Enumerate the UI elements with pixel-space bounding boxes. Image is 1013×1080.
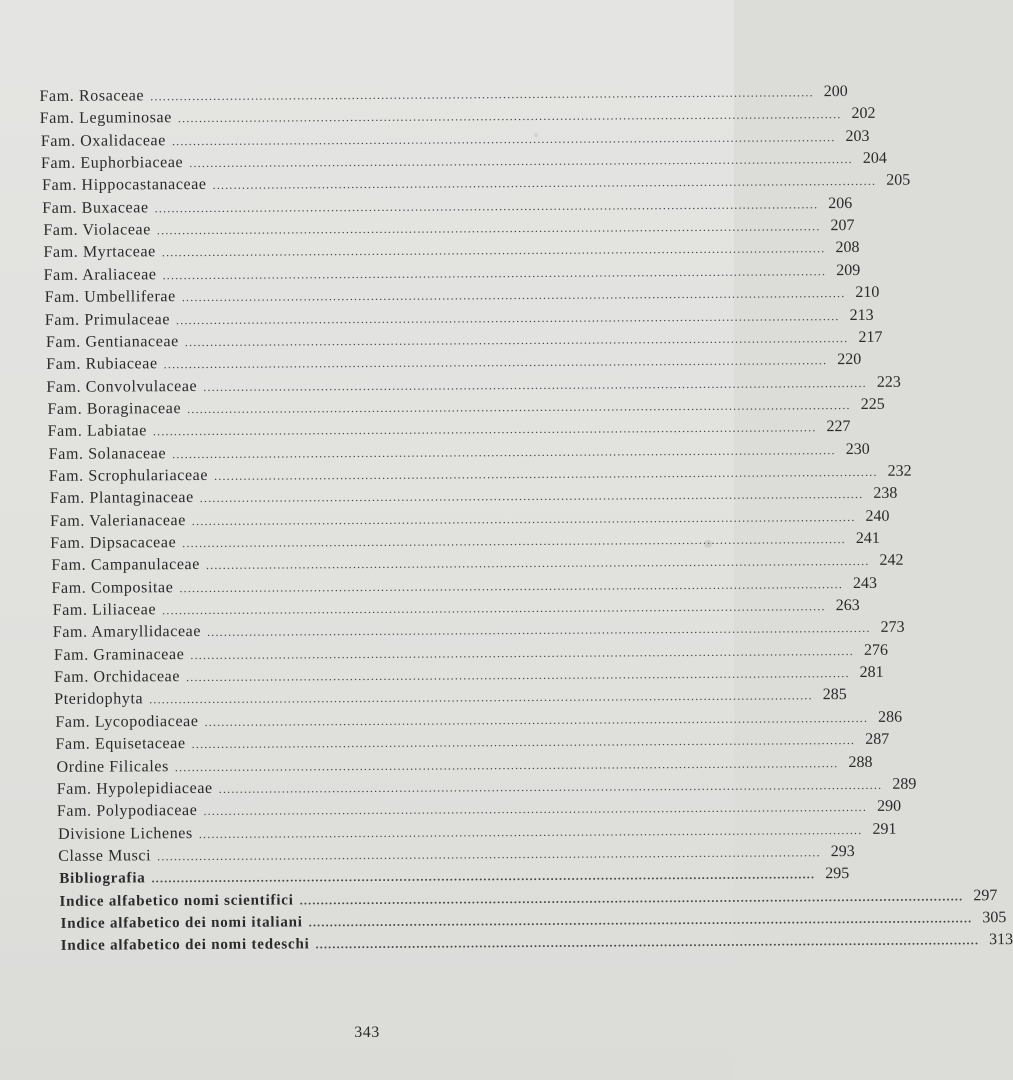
- toc-entry-page: 240: [865, 507, 890, 525]
- toc-entry-label: Fam. Solanaceae: [48, 444, 167, 463]
- toc-entry-page: 297: [973, 886, 998, 904]
- dot-leader: ..............................................................................................................................................................: [212, 174, 877, 193]
- dot-leader: ..............................................................................................................................................................: [218, 777, 883, 796]
- toc-entry-label: Fam. Polypodiaceae: [56, 802, 198, 821]
- toc-entry-label: Fam. Scrophulariaceae: [48, 466, 209, 485]
- toc-entry-label: Fam. Rubiaceae: [46, 355, 158, 374]
- toc-entry-page: 295: [825, 865, 850, 883]
- toc-entry-leguminosae: [39, 105, 876, 133]
- toc-entry-page: 243: [852, 574, 878, 592]
- toc-entry-label: Bibliografia: [59, 870, 146, 888]
- toc-entry-euphorbiaceae: [40, 149, 887, 177]
- toc-entry-plantaginaceae: [49, 485, 898, 512]
- dot-leader: ..............................................................................................................................................................: [150, 85, 814, 104]
- toc-entry-label: Fam. Primulaceae: [44, 310, 171, 329]
- toc-entry-indice-tedeschi: [60, 931, 1013, 959]
- toc-entry-label: Fam. Rosaceae: [39, 87, 145, 105]
- toc-entry-page: 281: [859, 663, 884, 682]
- dot-leader: ..............................................................................................................................................................: [199, 487, 864, 506]
- toc-entry-page: 289: [892, 775, 917, 793]
- toc-entry-label: Fam. Oxalidaceae: [40, 131, 166, 150]
- toc-entry-indice-scientifici: [59, 886, 998, 915]
- toc-entry-bibliografia: [59, 865, 850, 892]
- dot-leader: ..............................................................................................................................................................: [191, 733, 856, 752]
- toc-entry-boraginaceae: [47, 395, 885, 423]
- dot-leader: ..............................................................................................................................................................: [174, 755, 839, 774]
- toc-entry-scrophulariaceae: [48, 462, 912, 490]
- toc-entry-campanulaceae: [51, 552, 904, 580]
- dot-leader: ..............................................................................................................................................................: [203, 375, 867, 394]
- dot-leader: ..............................................................................................................................................................: [172, 442, 836, 461]
- toc-entry-label: Fam. Plantaginaceae: [49, 489, 194, 508]
- toc-entry-rubiaceae: [46, 351, 862, 378]
- toc-entry-label: Fam. Graminaceae: [53, 645, 185, 664]
- toc-entry-label: Fam. Liliaceae: [52, 601, 157, 619]
- dot-leader: ..............................................................................................................................................................: [308, 911, 973, 930]
- dot-leader: ..............................................................................................................................................................: [191, 509, 856, 528]
- dot-leader: ..............................................................................................................................................................: [204, 710, 869, 729]
- toc-entry-page: 200: [823, 83, 848, 101]
- dot-leader: ..............................................................................................................................................................: [182, 532, 846, 551]
- toc-entry-labiatae: [47, 418, 851, 445]
- toc-entry-convolvulaceae: [46, 373, 901, 401]
- dot-leader: ..............................................................................................................................................................: [299, 888, 964, 907]
- toc-entry-lichenes: [57, 820, 897, 848]
- toc-entry-filicales: [56, 753, 873, 781]
- toc-entry-page: 273: [880, 619, 905, 637]
- toc-entry-page: 305: [982, 908, 1007, 927]
- toc-entry-polypodiaceae: [56, 797, 902, 825]
- toc-entry-label: Fam. Boraginaceae: [47, 399, 182, 418]
- dot-leader: ..............................................................................................................................................................: [156, 219, 821, 238]
- toc-entry-label: Fam. Lycopodiaceae: [55, 712, 199, 731]
- dot-leader: ..............................................................................................................................................................: [157, 845, 821, 864]
- paper-smudge: [704, 540, 712, 548]
- toc-entry-page: 276: [863, 641, 889, 659]
- dot-leader: ..............................................................................................................................................................: [151, 867, 816, 886]
- dot-leader: ..............................................................................................................................................................: [181, 286, 846, 305]
- page-number: 343: [354, 1024, 380, 1041]
- toc-entry-page: 225: [860, 395, 885, 413]
- toc-entry-label: Indice alfabetico dei nomi tedeschi: [60, 936, 310, 955]
- paper-smudge: [534, 133, 538, 137]
- toc-entry-page: 285: [822, 686, 847, 704]
- toc-entry-label: Fam. Valerianaceae: [50, 511, 186, 530]
- toc-entry-umbelliferae: [44, 283, 880, 311]
- dot-leader: ..............................................................................................................................................................: [152, 420, 817, 439]
- dot-leader: ..............................................................................................................................................................: [187, 397, 851, 416]
- toc-entry-label: Fam. Euphorbiaceae: [40, 154, 184, 172]
- toc-entry-musci: [58, 842, 855, 870]
- toc-entry-pteridophyta: [54, 686, 847, 714]
- toc-entry-label: Pteridophyta: [54, 690, 144, 709]
- toc-entry-dipsacaceae: [50, 529, 880, 557]
- toc-entry-label: Fam. Umbelliferae: [44, 288, 176, 307]
- toc-entry-orchidaceae: [54, 663, 884, 691]
- toc-entry-graminaceae: [53, 641, 889, 669]
- dot-leader: ..............................................................................................................................................................: [207, 621, 871, 640]
- toc-entry-buxaceae: [42, 194, 853, 222]
- dot-leader: ..............................................................................................................................................................: [205, 554, 870, 573]
- toc-entry-page: 203: [845, 127, 870, 145]
- toc-entry-page: 207: [830, 217, 855, 235]
- dot-leader: ..............................................................................................................................................................: [198, 822, 863, 841]
- toc-entry-page: 291: [872, 820, 897, 838]
- toc-entry-label: Fam. Equisetaceae: [55, 735, 186, 754]
- toc-entry-label: Fam. Hypolepidiaceae: [56, 779, 213, 798]
- toc-entry-page: 227: [826, 418, 851, 436]
- toc-entry-page: 293: [830, 842, 855, 861]
- dot-leader: ..............................................................................................................................................................: [179, 576, 844, 595]
- toc-entry-hippocastanaceae: [42, 172, 911, 200]
- dot-leader: ..............................................................................................................................................................: [162, 263, 827, 282]
- dot-leader: ..............................................................................................................................................................: [149, 688, 813, 707]
- toc-entry-label: Fam. Gentianaceae: [45, 332, 179, 351]
- toc-entry-page: 313: [989, 931, 1013, 949]
- toc-entry-page: 238: [873, 485, 898, 503]
- toc-entry-label: Fam. Leguminosae: [39, 109, 172, 128]
- dot-leader: ..............................................................................................................................................................: [214, 464, 878, 483]
- dot-leader: ..............................................................................................................................................................: [189, 152, 853, 171]
- toc-entry-amaryllidaceae: [52, 619, 905, 647]
- toc-entry-page: 241: [855, 529, 880, 547]
- dot-leader: ..............................................................................................................................................................: [186, 666, 850, 685]
- toc-entry-liliaceae: [52, 596, 860, 624]
- toc-entry-label: Fam. Compositae: [51, 578, 174, 597]
- toc-entry-label: Indice alfabetico dei nomi italiani: [60, 914, 303, 932]
- toc-entry-page: 206: [828, 194, 853, 212]
- toc-entry-primulaceae: [44, 306, 874, 334]
- toc-entry-page: 263: [835, 596, 860, 615]
- toc-entry-oxalidaceae: [40, 127, 870, 155]
- dot-leader: ..............................................................................................................................................................: [161, 241, 826, 260]
- toc-entry-page: 208: [835, 239, 860, 257]
- toc-entry-page: 220: [837, 351, 862, 369]
- toc-entry-label: Fam. Convolvulaceae: [46, 377, 198, 396]
- toc-entry-label: Fam. Labiatae: [47, 422, 147, 441]
- toc-entry-page: 205: [886, 172, 911, 190]
- toc-entry-page: 288: [848, 753, 873, 771]
- toc-entry-rosaceae: [39, 83, 848, 110]
- dot-leader: ..............................................................................................................................................................: [154, 196, 819, 215]
- toc-entry-myrtaceae: [43, 239, 860, 267]
- toc-entry-page: 213: [849, 306, 874, 324]
- toc-entry-equisetaceae: [55, 730, 890, 758]
- toc-entry-araliaceae: [43, 261, 861, 289]
- toc-entry-page: 230: [845, 440, 870, 458]
- toc-entry-page: 286: [878, 708, 903, 726]
- toc-entry-label: Fam. Orchidaceae: [54, 668, 181, 686]
- toc-entry-page: 202: [851, 105, 876, 123]
- toc-entry-label: Ordine Filicales: [56, 757, 169, 776]
- dot-leader: ..............................................................................................................................................................: [184, 330, 849, 349]
- dot-leader: ..............................................................................................................................................................: [162, 599, 826, 618]
- toc-entry-label: Fam. Buxaceae: [42, 199, 149, 217]
- toc-entry-page: 217: [858, 328, 883, 346]
- toc-entry-solanaceae: [48, 440, 870, 468]
- toc-entry-label: Fam. Araliaceae: [43, 266, 157, 284]
- toc-entry-violaceae: [43, 217, 855, 244]
- toc-entry-page: 232: [887, 462, 912, 480]
- toc-entry-page: 242: [879, 552, 904, 570]
- toc-entry-gentianaceae: [45, 328, 883, 356]
- dot-leader: ..............................................................................................................................................................: [163, 353, 828, 372]
- toc-entry-page: 287: [865, 730, 890, 749]
- toc-entry-compositae: [51, 574, 878, 602]
- toc-entry-indice-italiani: [60, 908, 1007, 937]
- toc-entry-label: Fam. Amaryllidaceae: [52, 623, 202, 642]
- toc-entry-label: Fam. Hippocastanaceae: [42, 176, 207, 195]
- toc-entry-label: Fam. Violaceae: [43, 221, 151, 240]
- toc-entry-page: 223: [876, 373, 901, 391]
- toc-entry-page: 210: [855, 283, 880, 302]
- dot-leader: ..............................................................................................................................................................: [177, 107, 842, 126]
- dot-leader: ..............................................................................................................................................................: [175, 308, 840, 327]
- dot-leader: ..............................................................................................................................................................: [315, 933, 980, 952]
- dot-leader: ..............................................................................................................................................................: [171, 129, 836, 148]
- dot-leader: ..............................................................................................................................................................: [203, 800, 868, 819]
- dot-leader: ..............................................................................................................................................................: [190, 643, 855, 662]
- toc-entry-hypolepidiaceae: [56, 775, 917, 803]
- toc-entry-label: Fam. Dipsacaceae: [50, 534, 177, 552]
- toc-entry-label: Classe Musci: [58, 847, 152, 865]
- toc-entry-page: 204: [862, 149, 887, 167]
- toc-entry-label: Divisione Lichenes: [57, 824, 193, 843]
- toc-entry-page: 290: [876, 797, 902, 816]
- toc-entry-label: Fam. Campanulaceae: [51, 556, 200, 575]
- toc-entry-label: Fam. Myrtaceae: [43, 243, 156, 262]
- toc-entry-label: Indice alfabetico nomi scientifici: [59, 892, 294, 910]
- toc-entry-page: 209: [836, 261, 861, 279]
- toc-entry-valerianaceae: [50, 507, 890, 535]
- toc-entry-lycopodiaceae: [55, 708, 903, 736]
